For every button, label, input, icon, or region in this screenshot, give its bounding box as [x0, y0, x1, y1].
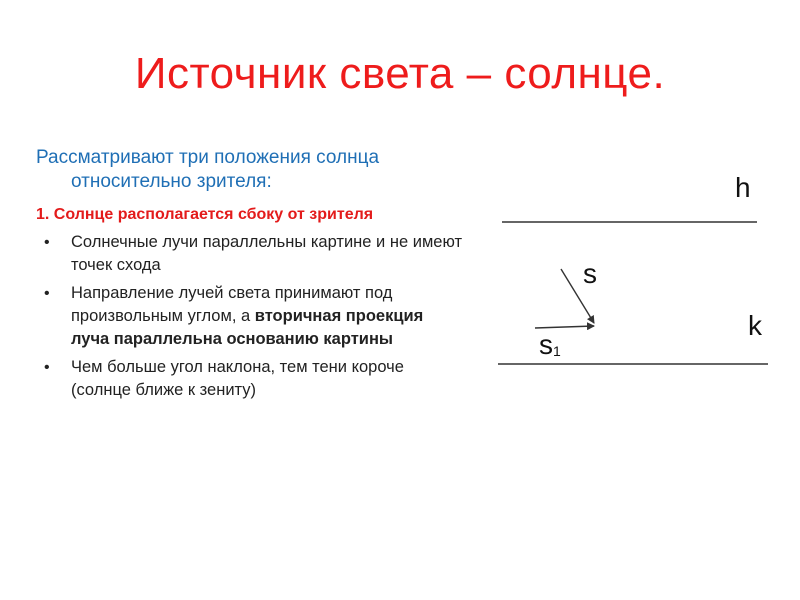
- intro-text: Рассматривают три положения солнца относительно зрителя:: [36, 147, 380, 192]
- bullet-item: [36, 282, 466, 351]
- slide-content: [36, 146, 466, 407]
- bullet-text: Чем больше угол наклона, тем тени короче (солнце ближе к зениту): [71, 358, 404, 399]
- case-heading: 1. Солнце располагается сбоку от зрителя: [36, 206, 374, 223]
- base-label: k: [748, 310, 762, 341]
- bullet-marker: •: [44, 285, 50, 302]
- slide-title: Источник света – солнце.: [134, 49, 666, 98]
- bullet-list: [36, 231, 466, 402]
- bullet-text: Солнечные лучи параллельны картине и не имеют точек схода: [71, 233, 463, 274]
- ray-label: s: [583, 258, 597, 289]
- secondary-label-letter: s: [539, 329, 553, 360]
- secondary-label-subscript: 1: [553, 343, 561, 359]
- bullet-bold-text: вторичная проекция луча параллельна основанию картины: [71, 307, 424, 348]
- sun-ray-diagram: [490, 165, 780, 385]
- secondary-projection-arrow: [535, 326, 594, 328]
- bullet-text: Направление лучей света принимают под произвольным углом, а: [71, 284, 393, 325]
- bullet-item: [36, 356, 466, 402]
- bullet-marker: •: [44, 359, 50, 376]
- bullet-item: [36, 231, 466, 277]
- bullet-marker: •: [44, 234, 50, 251]
- horizon-label: h: [735, 172, 751, 203]
- secondary-projection-label: [539, 330, 561, 364]
